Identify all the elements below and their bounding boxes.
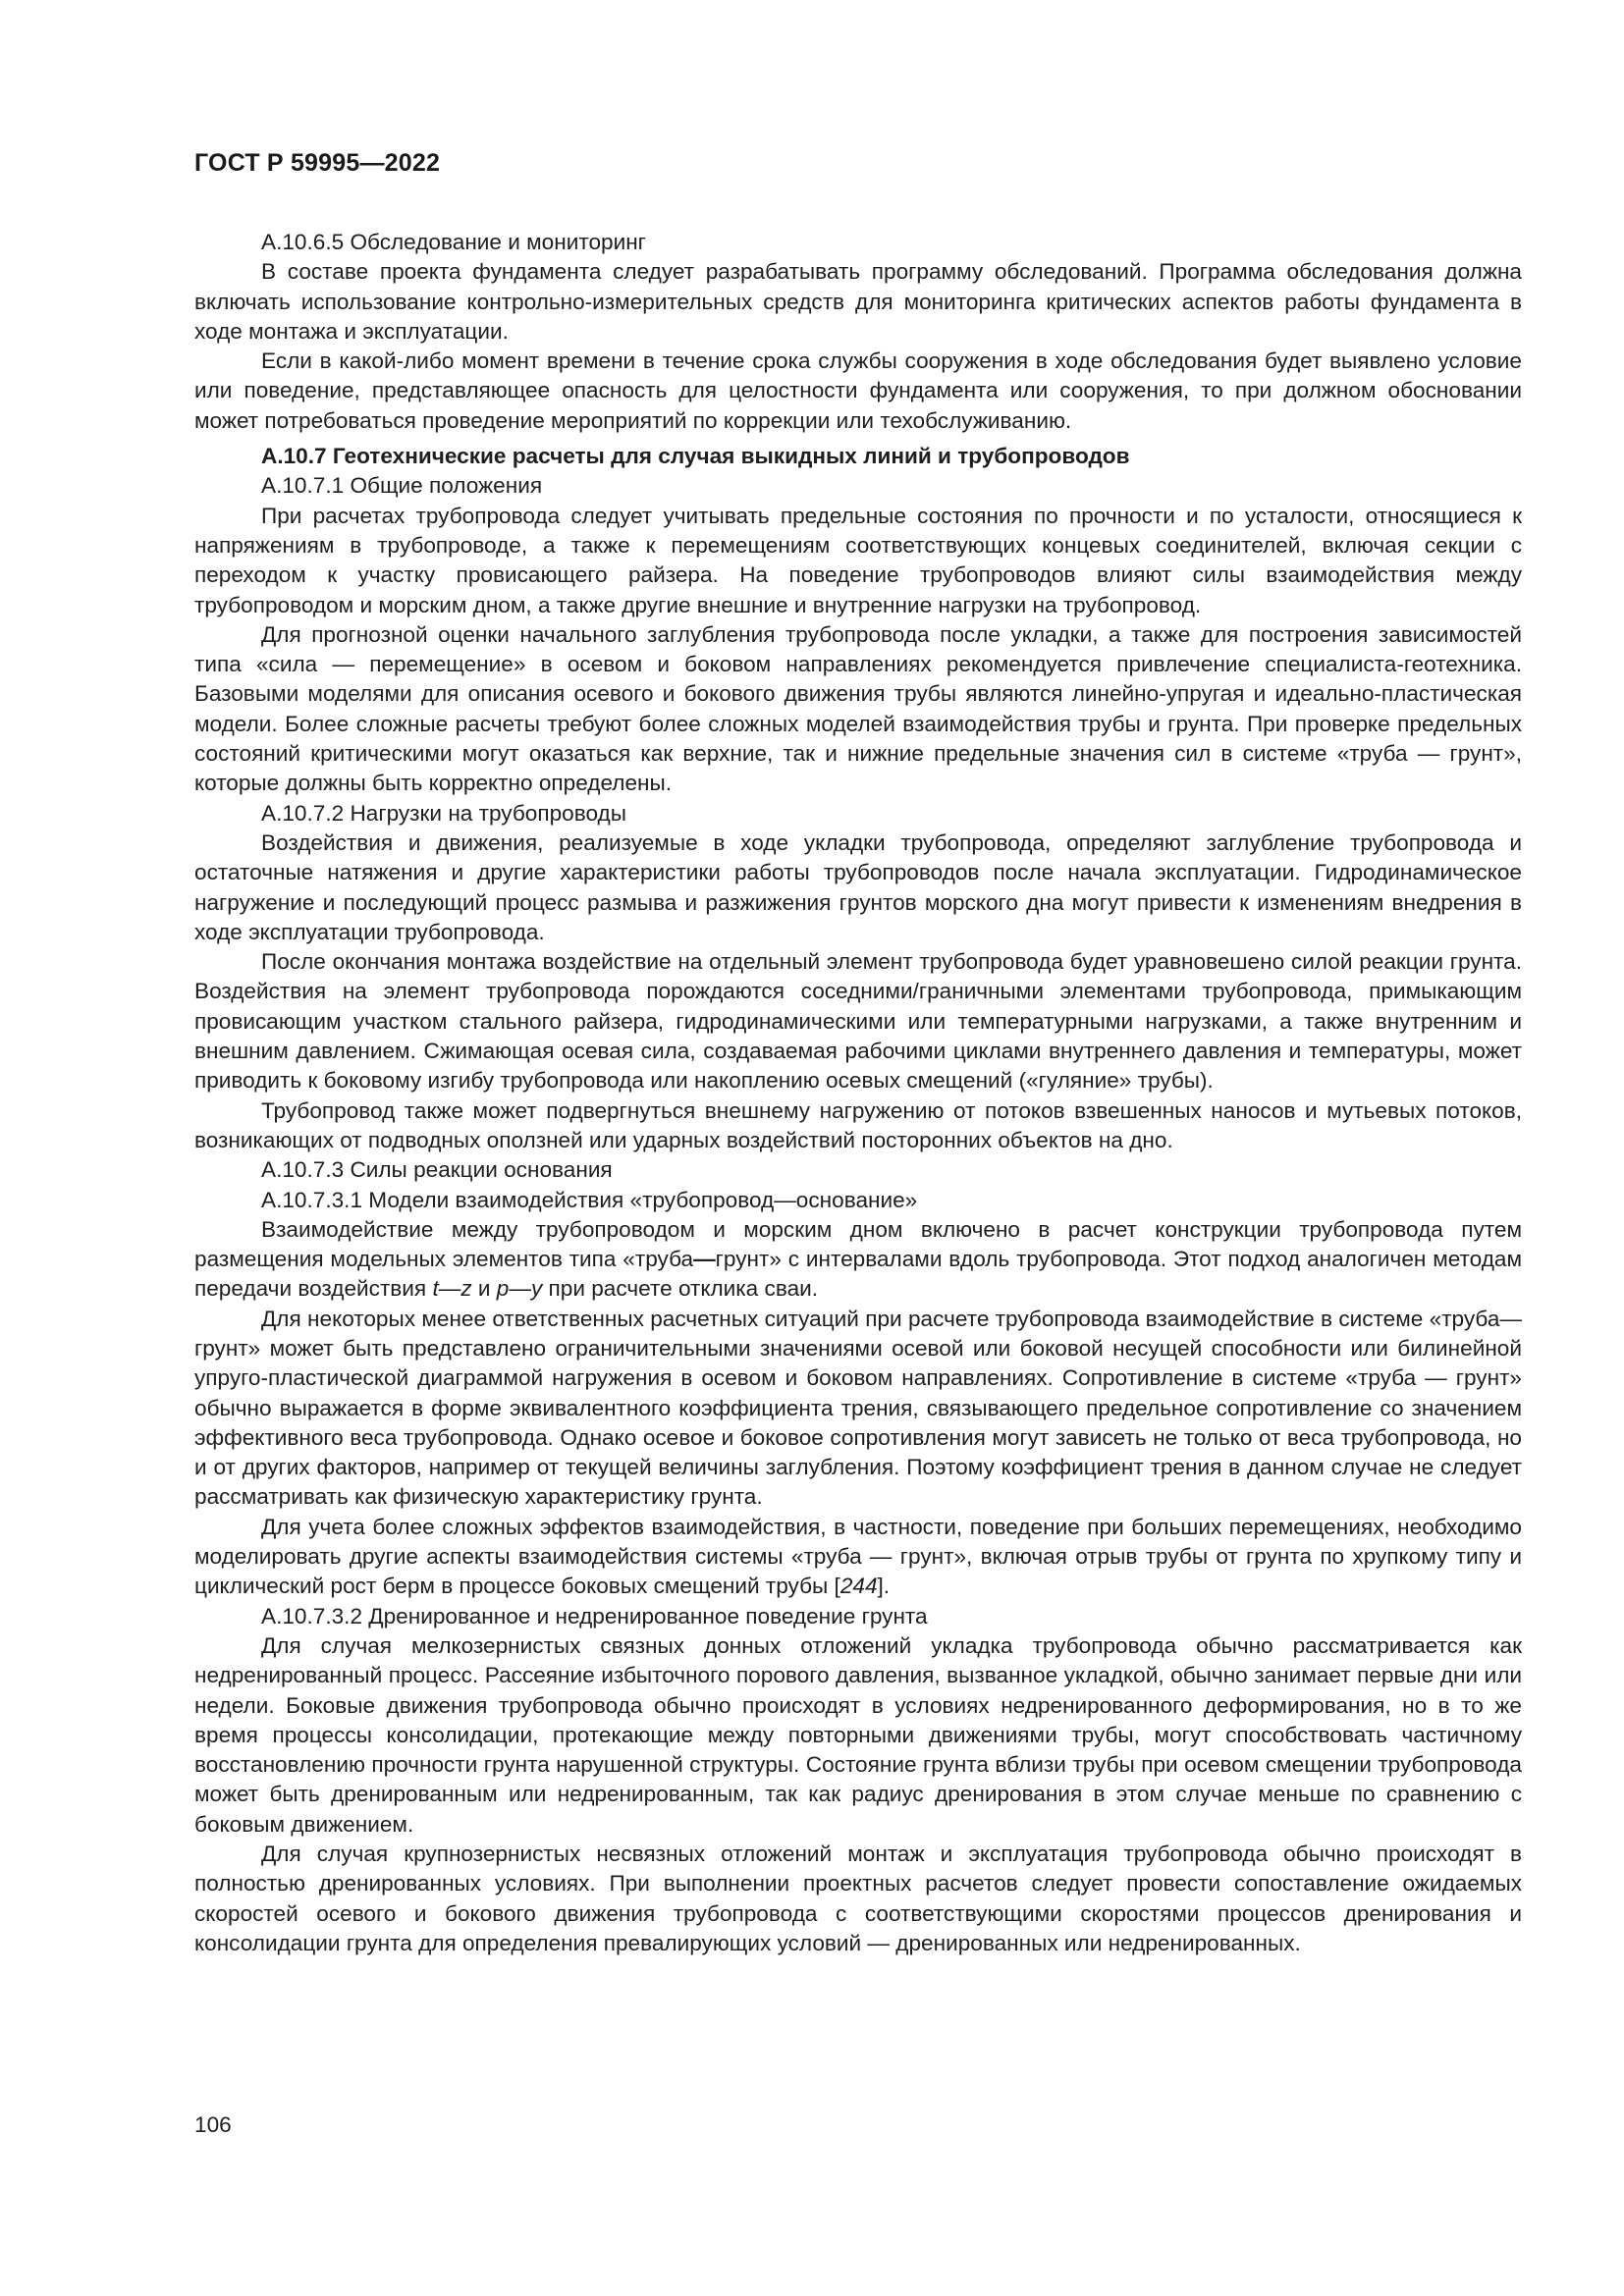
text-run: грунт» с интервалами вдоль трубопровода. Этот подход аналогичен методам передачи воздействия xyxy=(194,1247,1522,1302)
paragraph: Воздействия и движения, реализуемые в ходе укладки трубопровода, определяют заглубление трубопровода и остаточные натяжения и другие характеристики работы трубопроводов после начала эксплуатации. Гидродинамическое нагружение и последующий процесс размыва и разжижения грунтов морского дна могут привести к изменениям внедрения в ходе эксплуатации трубопровода. xyxy=(194,829,1522,944)
paragraph: Для некоторых менее ответственных расчетных ситуаций при расчете трубопровода взаимодействие в системе «труба—грунт» может быть представлено ограничительными значениями осевой или боковой несущей способности или билинейной упруго-пластической диаграммой нагружения в осевом и боковом направлениях. Сопротивление в системе «труба — грунт» обычно выражается в форме эквивалентного коэффициента трения, связывающего предельное сопротивление со значением эффективного веса трубопровода. Однако осевое и боковое сопротивления могут зависеть не только от веса трубопровода, но и от других факторов, например от текущей величины заглубления. Поэтому коэффициент трения в данном случае не следует рассматривать как физическую характеристику грунта. xyxy=(194,1306,1522,1510)
paragraph: Если в какой-либо момент времени в течение срока службы сооружения в ходе обследования будет выявлено условие или поведение, представляющее опасность для целостности фундамента или сооружения, то при должном обосновании может потребоваться проведение мероприятий по коррекции или техобслуживанию. xyxy=(194,348,1522,433)
citation-ref: 244 xyxy=(839,1574,878,1599)
text-run-bold-dash: — xyxy=(693,1247,716,1272)
text-run: и xyxy=(471,1276,497,1302)
paragraph: При расчетах трубопровода следует учитывать предельные состояния по прочности и по усталости, относящиеся к напряжениям в трубопроводе, а также к перемещениям соответствующих концевых соединителей, включая секции с переходом к участку провисающего райзера. На поведение трубопроводов влияют силы взаимодействия между трубопроводом и морским дном, а также другие внешние и внутренние нагрузки на трубопровод. xyxy=(194,503,1522,617)
paragraph: В составе проекта фундамента следует разрабатывать программу обследований. Программа обследования должна включать использование контрольно-измерительных средств для мониторинга критических аспектов работы фундамента в ходе монтажа и эксплуатации. xyxy=(194,259,1522,344)
section-heading-a-10-6-5: А.10.6.5 Обследование и мониторинг xyxy=(261,230,646,254)
paragraph: Для случая крупнозернистых несвязных отложений монтаж и эксплуатация трубопровода обычно происходят в полностью дренированных условиях. При выполнении проектных расчетов следует провести сопоставление ожидаемых скоростей осевого и бокового движения трубопровода с соответствующими скоростями процессов дренирования и консолидации грунта для определения превалирующих условий — дренированных или недренированных. xyxy=(194,1842,1522,1955)
math-var-z: z xyxy=(460,1276,472,1302)
section-heading-a-10-7-3: А.10.7.3 Силы реакции основания xyxy=(261,1157,613,1183)
text-run: — xyxy=(438,1276,461,1302)
text-run: Для учета более сложных эффектов взаимодействия, в частности, поведение при больших перемещениях, необходимо моделировать другие аспекты взаимодействия системы «труба — грунт», включая отрыв трубы от грунта по хрупкому типу и циклический рост берм в процессе боковых смещений трубы [ xyxy=(194,1514,1522,1599)
document-body xyxy=(194,228,1522,1958)
math-var-p: p xyxy=(496,1276,510,1302)
paragraph: Для прогнозной оценки начального заглубления трубопровода после укладки, а также для построения зависимостей типа «сила — перемещение» в осевом и боковом направлениях рекомендуется привлечение специалиста-геотехника. Базовыми моделями для описания осевого и бокового движения трубы являются линейно-упругая и идеально-пластическая модели. Более сложные расчеты требуют более сложных моделей взаимодействия трубы и грунта. При проверке предельных состояний критическими могут оказаться как верхние, так и нижние предельные значения сил в системе «труба — грунт», которые должны быть корректно определены. xyxy=(194,621,1522,796)
paragraph: Трубопровод также может подвергнуться внешнему нагружению от потоков взвешенных наносов и мутьевых потоков, возникающих от подводных оползней или ударных воздействий посторонних объектов на дно. xyxy=(194,1097,1522,1152)
math-var-t: t xyxy=(432,1276,439,1302)
paragraph: После окончания монтажа воздействие на отдельный элемент трубопровода будет уравновешено силой реакции грунта. Воздействия на элемент трубопровода порождаются соседними/граничными элементами трубопровода, примыкающим провисающим участком стального райзера, гидродинамическими или температурными нагрузками, а также внутренним и внешним давлением. Сжимающая осевая сила, создаваемая рабочими циклами внутреннего давления и температуры, может приводить к боковому изгибу трубопровода или накоплению осевых смещений («гуляние» трубы). xyxy=(194,949,1522,1094)
section-heading-a-10-7-2: А.10.7.2 Нагрузки на трубопроводы xyxy=(261,800,626,826)
text-run: Взаимодействие между трубопроводом и морским дном включено в расчет конструкции трубопровода путем размещения модельных элементов типа «труба xyxy=(194,1216,1522,1272)
page-number: 106 xyxy=(194,2112,232,2137)
text-run: при расчете отклика сваи. xyxy=(542,1276,819,1302)
section-heading-a-10-7-1: А.10.7.1 Общие положения xyxy=(261,473,543,499)
paragraph: Для случая мелкозернистых связных донных отложений укладка трубопровода обычно рассматривается как недренированный процесс. Рассеяние избыточного порового давления, вызванное укладкой, обычно занимает первые дни или недели. Боковые движения трубопровода обычно происходят в условиях недренированного деформирования, но в то же время процессы консолидации, протекающие между повторными движениями трубы, могут способствовать частичному восстановлению прочности грунта нарушенной структуры. Состояние грунта вблизи трубы при осевом смещении трубопровода может быть дренированным или недренированным, так как радиус дренирования в этом случае меньше по сравнению с боковым движением. xyxy=(194,1632,1522,1837)
paragraph xyxy=(194,1513,1522,1602)
section-heading-a-10-7-3-2: А.10.7.3.2 Дренированное и недренированное поведение грунта xyxy=(261,1603,928,1629)
text-run: ]. xyxy=(877,1574,891,1599)
section-heading-a-10-7: А.10.7 Геотехнические расчеты для случая выкидных линий и трубопроводов xyxy=(261,444,1130,469)
math-var-y: y xyxy=(530,1276,543,1302)
text-run: — xyxy=(509,1276,531,1302)
paragraph xyxy=(194,1215,1522,1305)
section-heading-a-10-7-3-1: А.10.7.3.1 Модели взаимодействия «трубопровод—основание» xyxy=(261,1187,918,1212)
document-header: ГОСТ Р 59995—2022 xyxy=(194,149,441,177)
